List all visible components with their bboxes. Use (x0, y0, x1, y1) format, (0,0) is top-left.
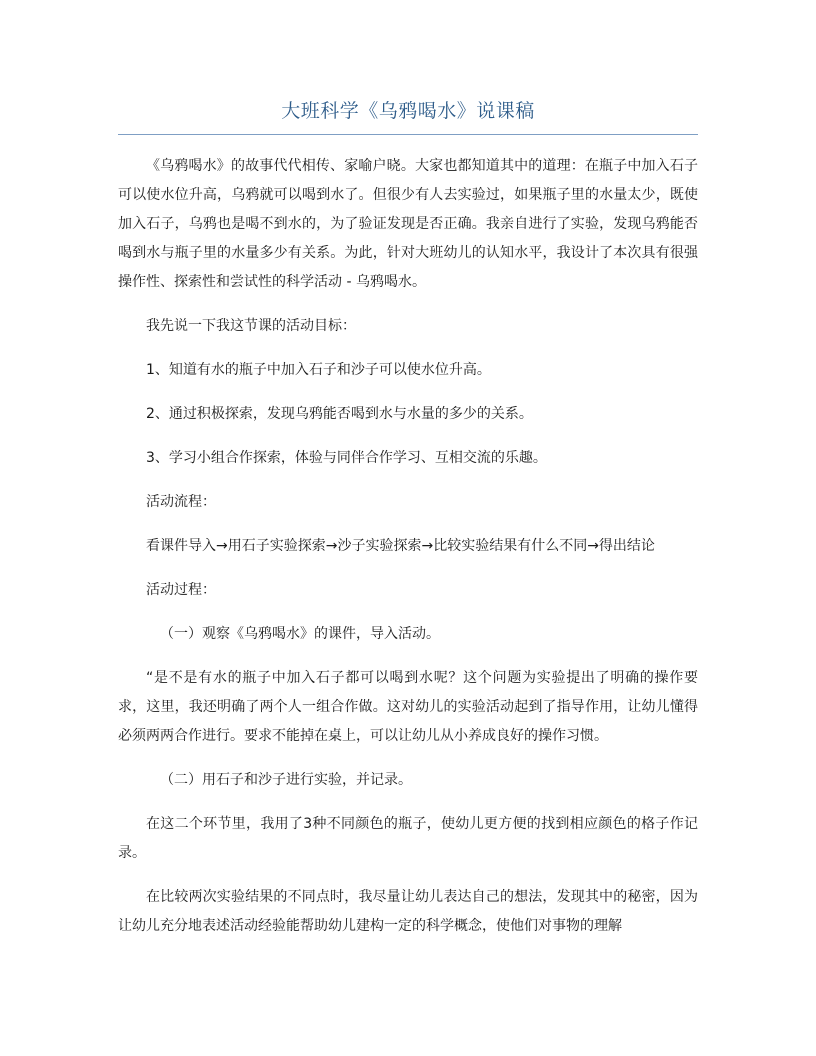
paragraph-section-1-body: “是不是有水的瓶子中加入石子都可以喝到水呢？这个问题为实验提出了明确的操作要求，这里，我还明确了两个人一组合作做。这对幼儿的实验活动起到了指导作用，让幼儿懂得必须两两合作进行。要求不能掉在桌上，可以让幼儿从小养成良好的操作习惯。 (118, 670, 698, 744)
paragraph-process-heading: 活动过程： (146, 582, 216, 598)
paragraph-section-2-body: 在这二个环节里，我用了3种不同颜色的瓶子，使幼儿更方便的找到相应颜色的格子作记录。 (118, 816, 698, 861)
document-title: 大班科学《乌鸦喝水》说课稿 (281, 100, 535, 122)
document-body (118, 152, 698, 941)
paragraph-goals-heading: 我先说一下我这节课的活动目标： (146, 318, 356, 334)
paragraph-goal-2: 2、通过积极探索，发现乌鸦能否喝到水与水量的多少的关系。 (146, 406, 533, 422)
paragraph-intro: 《乌鸦喝水》的故事代代相传、家喻户晓。大家也都知道其中的道理：在瓶子中加入石子可以使水位升高，乌鸦就可以喝到水了。但很少有人去实验过，如果瓶子里的水量太少，既使加入石子，乌鸦也是喝不到水的，为了验证发现是否正确。我亲自进行了实验，发现乌鸦能否喝到水与瓶子里的水量多少有关系。为此，针对大班幼儿的认知水平，我设计了本次具有很强操作性、探索性和尝试性的科学活动 - 乌鸦喝水。 (118, 158, 698, 290)
paragraph-section-2: （二）用石子和沙子进行实验，并记录。 (160, 772, 412, 788)
paragraph-goal-3: 3、学习小组合作探索，体验与同伴合作学习、互相交流的乐趣。 (146, 450, 547, 466)
paragraph-section-1: （一）观察《乌鸦喝水》的课件，导入活动。 (160, 626, 440, 642)
paragraph-flow-heading: 活动流程： (146, 494, 216, 510)
paragraph-flow: 看课件导入→用石子实验探索→沙子实验探索→比较实验结果有什么不同→得出结论 (146, 538, 655, 554)
title-underline (118, 134, 698, 135)
paragraph-goal-1: 1、知道有水的瓶子中加入石子和沙子可以使水位升高。 (146, 362, 491, 378)
paragraph-comparison: 在比较两次实验结果的不同点时，我尽量让幼儿表达自己的想法，发现其中的秘密，因为让幼儿充分地表述活动经验能帮助幼儿建构一定的科学概念，使他们对事物的理解 (118, 889, 698, 934)
